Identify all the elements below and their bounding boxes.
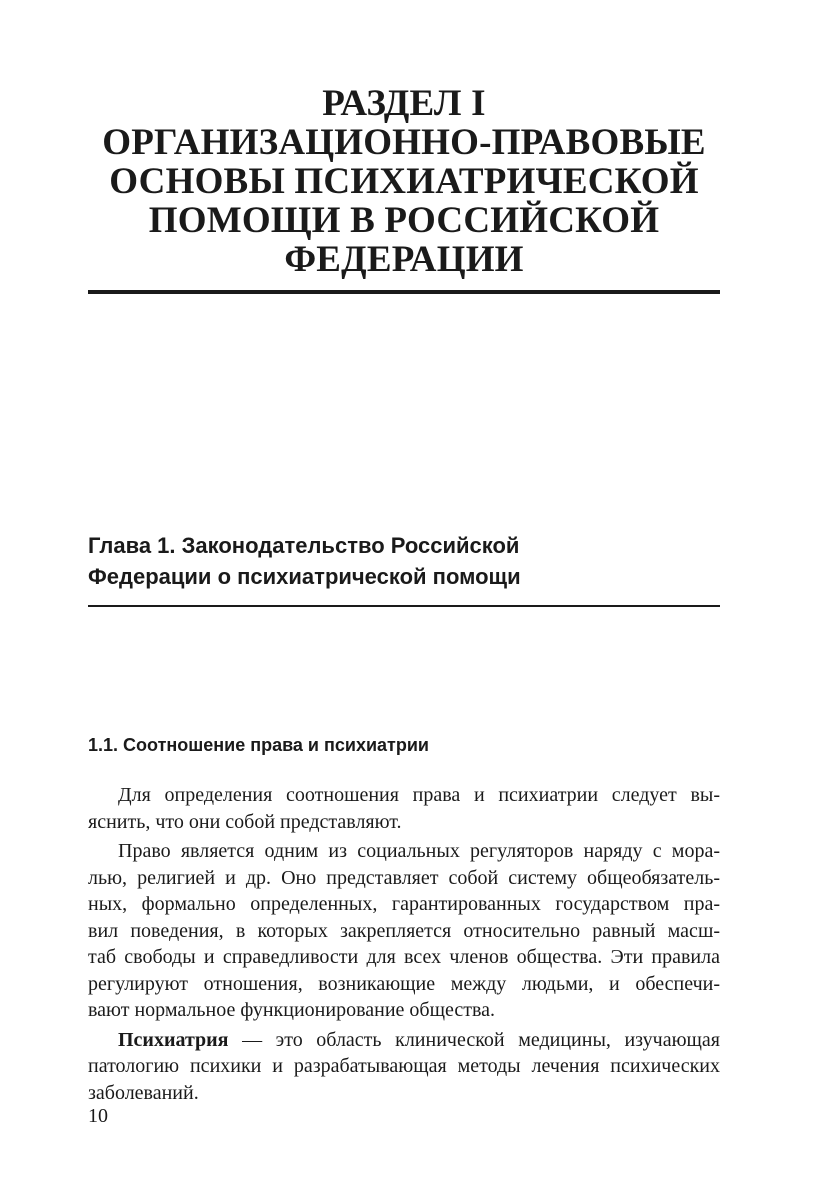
chapter-title-line: Федерации о психиатрической помощи [88, 564, 521, 589]
text-line: патологию психики и разрабатывающая методы лечения психических [88, 1055, 720, 1077]
paragraph [88, 782, 720, 835]
part-title [88, 84, 720, 279]
chapter-title [88, 530, 720, 592]
part-title-rule [88, 290, 720, 294]
definition-text: — это область клинической медицины, изучающая [228, 1028, 720, 1051]
text-line: регулируют отношения, возникающие между людьми, и обеспечи- [88, 972, 720, 995]
chapter-title-rule [88, 605, 720, 607]
text-line [88, 1027, 720, 1054]
part-title-line: ОСНОВЫ ПСИХИАТРИЧЕСКОЙ [109, 161, 699, 202]
text-line: ных, формально определенных, гарантированных государством пра- [88, 893, 720, 915]
part-title-line: РАЗДЕЛ I [322, 83, 486, 124]
body-text [88, 782, 720, 1109]
paragraph [88, 838, 720, 1024]
text-line: вил поведения, в которых закрепляется относительно равный масш- [88, 919, 720, 942]
page-number: 10 [88, 1105, 108, 1127]
text-line: вают нормальное функционирование общества. [88, 999, 496, 1021]
part-title-line: ПОМОЩИ В РОССИЙСКОЙ [148, 200, 660, 241]
part-title-line: ОРГАНИЗАЦИОННО-ПРАВОВЫЕ [102, 122, 706, 163]
part-title-line: ФЕДЕРАЦИИ [284, 239, 524, 280]
section-title: 1.1. Соотношение права и психиатрии [88, 735, 429, 755]
text-line: яснить, что они собой представляют. [88, 810, 402, 833]
text-line: лью, религией и др. Оно представляет собой систему общеобязатель- [88, 866, 720, 889]
text-line: Право является одним из социальных регуляторов наряду с мора- [118, 840, 720, 862]
paragraph [88, 1027, 720, 1107]
chapter-title-line: Глава 1. Законодательство Российской [88, 533, 520, 558]
defined-term: Психиатрия [118, 1028, 229, 1051]
text-line: заболеваний. [88, 1081, 199, 1104]
text-line: Для определения соотношения права и психиатрии следует вы- [118, 784, 720, 806]
text-line: таб свободы и справедливости для всех членов общества. Эти правила [88, 946, 720, 968]
